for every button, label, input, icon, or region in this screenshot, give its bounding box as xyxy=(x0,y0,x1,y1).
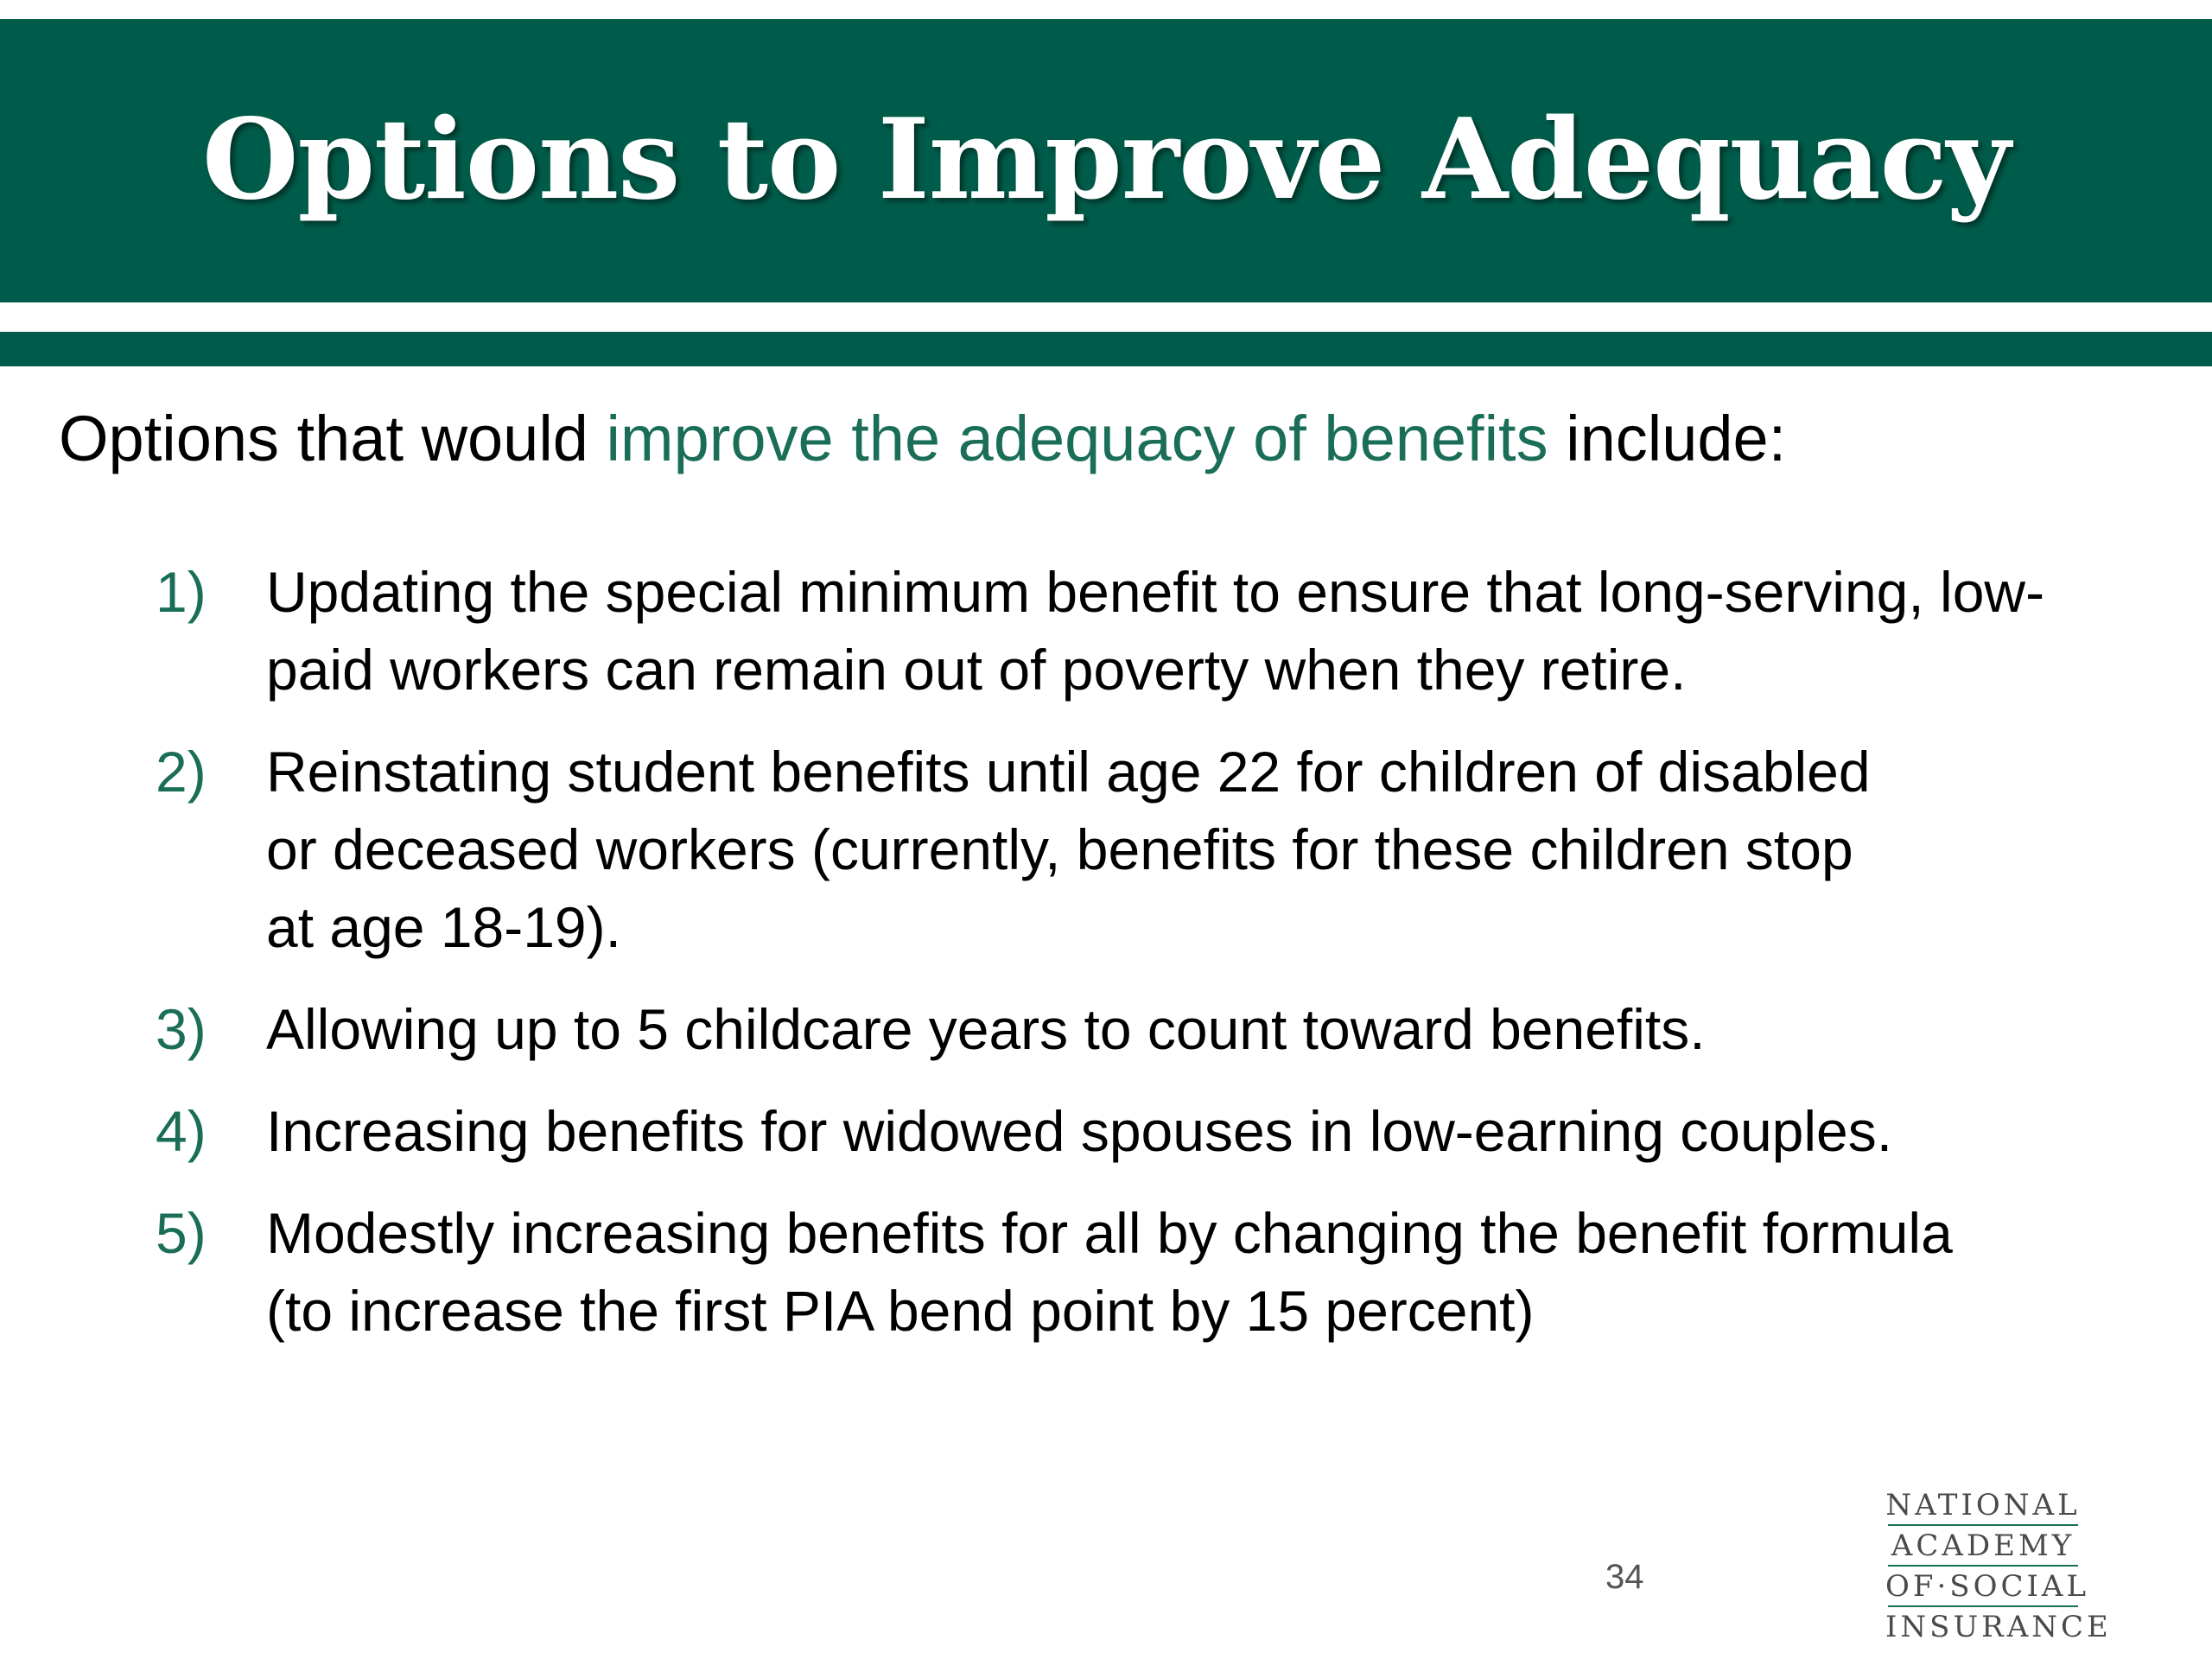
item-number: 4) xyxy=(156,1099,207,1163)
options-list xyxy=(156,553,2143,1374)
item-number: 3) xyxy=(156,997,207,1061)
list-item xyxy=(156,990,2143,1068)
slide-title: Options to Improve Adequacy xyxy=(202,95,2010,225)
list-item xyxy=(156,1092,2143,1170)
list-item xyxy=(156,1194,2143,1350)
logo-line-2: ACADEMY xyxy=(1891,1529,2075,1563)
item-text: Updating the special minimum benefit to ensure that long-serving, low-paid workers can remain out of poverty when they retire. xyxy=(266,560,2045,702)
intro-after: include: xyxy=(1548,403,1787,474)
logo-rule xyxy=(1888,1524,2078,1526)
logo-line-4: INSURANCE xyxy=(1885,1610,2112,1644)
item-number: 1) xyxy=(156,560,207,624)
intro-text xyxy=(59,396,2150,482)
header-stripe xyxy=(0,332,2212,366)
item-number: 5) xyxy=(156,1201,207,1265)
item-text: Increasing benefits for widowed spouses in low-earning couples. xyxy=(266,1099,1893,1163)
list-item xyxy=(156,733,2143,966)
list-item xyxy=(156,553,2143,709)
item-text: Allowing up to 5 childcare years to count toward benefits. xyxy=(266,997,1706,1061)
logo-line-3: OF·SOCIAL xyxy=(1885,1569,2090,1604)
item-text: Modestly increasing benefits for all by changing the benefit formula (to increase the first PIA bend point by 15 percent) xyxy=(266,1201,1953,1343)
intro-before: Options that would xyxy=(59,403,607,474)
logo-rule xyxy=(1888,1605,2078,1607)
item-number: 2) xyxy=(156,740,207,804)
item-text: Reinstating student benefits until age 22 for children of disabled or deceased workers (currently, benefits for these children stop at age 18-19). xyxy=(266,740,1871,959)
logo-rule xyxy=(1888,1565,2078,1567)
nasi-logo xyxy=(1885,1488,2112,1644)
page-number: 34 xyxy=(1605,1558,1644,1596)
intro-highlight: improve the adequacy of benefits xyxy=(606,403,1548,474)
logo-line-1: NATIONAL xyxy=(1885,1488,2081,1522)
